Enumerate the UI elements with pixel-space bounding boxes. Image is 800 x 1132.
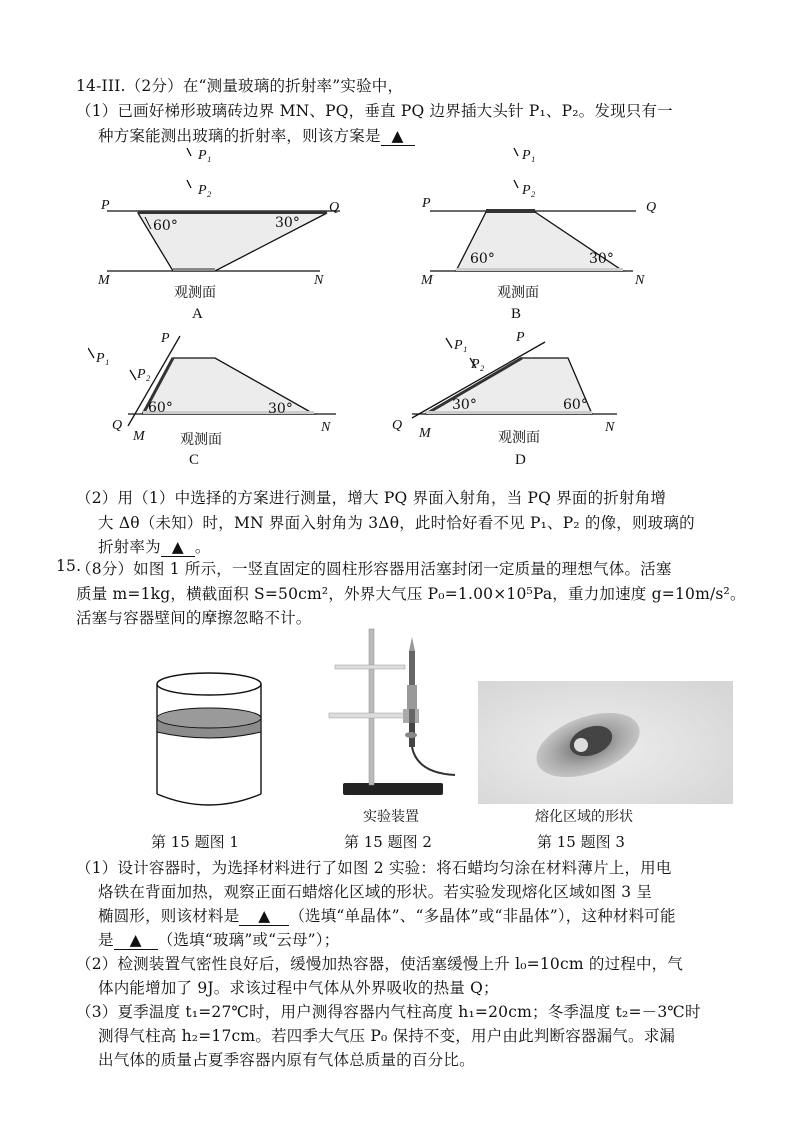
fig-d-letter: D [515, 452, 526, 468]
fig-a-angle1: 60° [153, 218, 178, 234]
figure-c-diagram [88, 330, 348, 440]
fig-b-letter: B [511, 306, 522, 322]
fig-a-q-label: Q [329, 200, 340, 215]
fig-b-p-label: P [422, 196, 431, 211]
fig3-caption: 熔化区域的形状 [535, 809, 633, 825]
fig3-title: 第 15 题图 3 [537, 833, 625, 851]
fig-a-p1-label: P₁ [198, 148, 212, 163]
q15-intro-line1: （8分）如图 1 所示，一竖直固定的圆柱形容器用活塞封闭一定质量的理想气体。活塞 [76, 560, 672, 578]
melt-region-photo [478, 681, 733, 804]
fig-d-p-label: P [516, 330, 525, 345]
fig-d-n-label: N [605, 420, 615, 435]
fig-c-p-label: P [161, 331, 170, 346]
q14-heading: 14-III.（2分）在“测量玻璃的折射率”实验中， [76, 77, 404, 95]
fig-b-n-label: N [635, 273, 645, 288]
fig-c-letter: C [189, 452, 200, 468]
fig-a-letter: A [192, 306, 203, 322]
fig-c-angle1: 60° [148, 400, 173, 416]
q14-part2-line1: （2）用（1）中选择的方案进行测量，增大 PQ 界面入射角，当 PQ 界面的折射角增 [76, 489, 667, 507]
q15-number: 15. [56, 557, 82, 575]
cylinder-container-figure [150, 668, 270, 818]
fig-d-q-label: Q [392, 418, 403, 433]
q14-part2-line3 [98, 535, 211, 557]
fig-c-n-label: N [321, 420, 331, 435]
q15-part1-line3 [98, 904, 676, 926]
q15-part3-line2: 测得气柱高 h₂=17cm。若四季大气压 P₀ 保持不变，用户由此判断容器漏气。求漏 [98, 1027, 676, 1045]
fig-b-p2-label: P₂ [522, 183, 536, 198]
fig-b-angle2: 30° [589, 251, 614, 267]
fig-d-m-label: M [419, 426, 431, 441]
q15-part1-line3-text-a: 椭圆形，则该材料是 [98, 907, 240, 925]
q15-part1-line2: 烙铁在背面加热，观察正面石蜡熔化区域的形状。若实验发现熔化区域如图 3 呈 [98, 883, 653, 901]
answer-blank: ▲ [381, 127, 415, 146]
fig-b-m-label: M [421, 273, 433, 288]
fig-a-p-label: P [101, 198, 110, 213]
fig-c-surface-label: 观测面 [180, 432, 222, 448]
q14-part1-line1: （1）已画好梯形玻璃砖边界 MN、PQ，垂直 PQ 边界插大头针 P₁、P₂。发现只有一 [76, 102, 673, 120]
fig2-title: 第 15 题图 2 [344, 833, 432, 851]
answer-blank: ▲ [114, 931, 158, 950]
q15-part1-line4-text-b: （选填“玻璃”或“云母”）； [157, 931, 340, 949]
q15-part1-line1: （1）设计容器时，为选择材料进行了如图 2 实验：将石蜡均匀涂在材料薄片上，用电 [76, 859, 672, 877]
q14-part1-text: 种方案能测出玻璃的折射率，则该方案是 [98, 127, 381, 145]
fig-b-surface-label: 观测面 [497, 285, 539, 301]
figure-d-diagram [410, 330, 670, 440]
fig-c-q-label: Q [112, 418, 123, 433]
q15-intro-line2: 质量 m=1kg，横截面积 S=50cm²，外界大气压 P₀=1.00×10⁵Pa，重力加速度 g=10m/s²。 [76, 585, 746, 603]
fig-d-p2-label: P₂ [471, 357, 485, 372]
fig-c-p2-label: P₂ [137, 367, 151, 382]
fig-a-p2-label: P₂ [198, 183, 212, 198]
fig-c-m-label: M [133, 429, 145, 444]
answer-blank: ▲ [161, 538, 195, 557]
fig2-caption: 实验装置 [363, 809, 419, 825]
fig-d-angle1: 30° [452, 397, 477, 413]
q14-part2-text: 折射率为 [98, 538, 161, 556]
fig-a-angle2: 30° [275, 215, 300, 231]
fig-a-n-label: N [314, 273, 324, 288]
answer-blank: ▲ [239, 907, 289, 926]
fig-b-angle1: 60° [470, 251, 495, 267]
q14-part2-end: 。 [194, 538, 211, 556]
q15-part1-line4 [98, 928, 339, 950]
fig-a-surface-label: 观测面 [174, 285, 216, 301]
q15-intro-line3: 活塞与容器壁间的摩擦忽略不计。 [76, 609, 312, 627]
fig1-title: 第 15 题图 1 [151, 833, 239, 851]
q15-part3-line3: 出气体的质量占夏季容器内原有气体总质量的百分比。 [98, 1051, 475, 1069]
q15-part3-line1: （3）夏季温度 t₁=27℃时，用户测得容器内气柱高度 h₁=20cm；冬季温度 t₂=－3℃时 [76, 1003, 701, 1021]
fig-b-p1-label: P₁ [522, 148, 536, 163]
q15-part1-line3-text-b: （选填“单晶体”、“多晶体”或“非晶体”），这种材料可能 [289, 907, 676, 925]
fig-b-q-label: Q [646, 200, 657, 215]
fig-d-surface-label: 观测面 [498, 430, 540, 446]
q15-part1-line4-text-a: 是 [98, 931, 114, 949]
fig-c-p1-label: P₁ [96, 351, 110, 366]
q14-part2-line2: 大 Δθ（未知）时，MN 界面入射角为 3Δθ，此时恰好看不见 P₁、P₂ 的像，则玻璃的 [98, 514, 695, 532]
fig-a-m-label: M [98, 273, 110, 288]
q15-part2-line2: 体内能增加了 9J。求该过程中气体从外界吸收的热量 Q； [98, 979, 499, 997]
fig-d-p1-label: P₁ [454, 338, 468, 353]
fig-d-angle2: 60° [563, 397, 588, 413]
q15-part2-line1: （2）检测装置气密性良好后，缓慢加热容器，使活塞缓慢上升 l₀=10cm 的过程中，气 [76, 955, 684, 973]
lab-stand-figure [325, 625, 460, 805]
fig-c-angle2: 30° [268, 401, 293, 417]
